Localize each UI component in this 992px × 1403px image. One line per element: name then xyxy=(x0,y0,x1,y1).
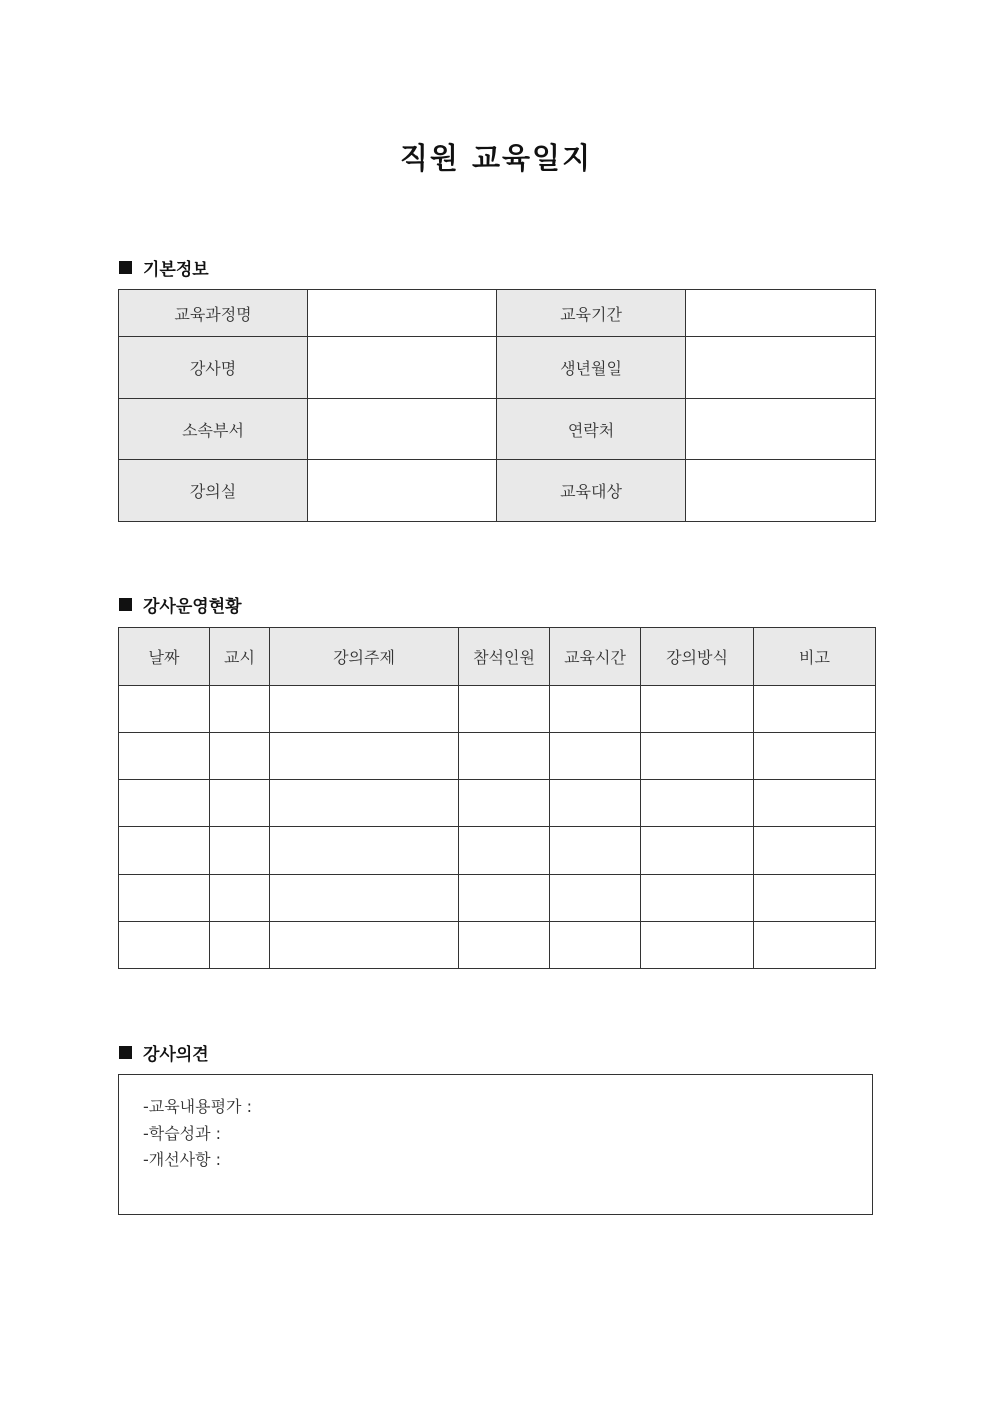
table-cell[interactable] xyxy=(210,922,270,969)
table-row xyxy=(119,922,876,969)
table-row xyxy=(119,337,876,399)
table-cell[interactable] xyxy=(754,733,876,780)
info-label: 강사명 xyxy=(119,337,308,399)
info-value-field[interactable] xyxy=(686,290,876,337)
table-header-row xyxy=(119,628,876,686)
info-value-field[interactable] xyxy=(308,290,497,337)
operations-table xyxy=(118,627,876,969)
opinion-lines xyxy=(143,1094,252,1174)
info-value-field[interactable] xyxy=(686,460,876,522)
opinion-box[interactable] xyxy=(118,1074,873,1215)
table-cell[interactable] xyxy=(119,827,210,875)
table-cell[interactable] xyxy=(641,875,754,922)
table-cell[interactable] xyxy=(641,686,754,733)
info-value-field[interactable] xyxy=(686,337,876,399)
table-cell[interactable] xyxy=(270,686,459,733)
opinion-line-improvement: -개선사항 : xyxy=(143,1150,222,1169)
table-cell[interactable] xyxy=(754,922,876,969)
table-cell[interactable] xyxy=(550,780,641,827)
table-cell[interactable] xyxy=(550,686,641,733)
document-title: 직원 교육일지 xyxy=(399,141,593,175)
info-value-field[interactable] xyxy=(686,399,876,460)
square-bullet-icon xyxy=(119,1046,132,1059)
table-cell[interactable] xyxy=(550,875,641,922)
table-cell[interactable] xyxy=(754,875,876,922)
table-cell[interactable] xyxy=(119,780,210,827)
table-cell[interactable] xyxy=(459,875,550,922)
opinion-heading xyxy=(119,1040,209,1065)
info-label: 강의실 xyxy=(119,460,308,522)
table-row xyxy=(119,399,876,460)
table-cell[interactable] xyxy=(754,686,876,733)
table-row xyxy=(119,827,876,875)
column-header-attendees: 참석인원 xyxy=(459,628,550,686)
column-header-date: 날짜 xyxy=(119,628,210,686)
info-label: 교육기간 xyxy=(497,290,686,337)
table-cell[interactable] xyxy=(119,733,210,780)
table-cell[interactable] xyxy=(754,827,876,875)
info-label: 소속부서 xyxy=(119,399,308,460)
table-cell[interactable] xyxy=(641,733,754,780)
table-cell[interactable] xyxy=(210,827,270,875)
table-cell[interactable] xyxy=(210,733,270,780)
table-row xyxy=(119,733,876,780)
basic-info-heading-label: 기본정보 xyxy=(143,260,209,280)
table-cell[interactable] xyxy=(270,875,459,922)
table-cell[interactable] xyxy=(641,827,754,875)
table-cell[interactable] xyxy=(641,780,754,827)
table-cell[interactable] xyxy=(641,922,754,969)
table-cell[interactable] xyxy=(210,686,270,733)
column-header-topic: 강의주제 xyxy=(270,628,459,686)
info-label: 연락처 xyxy=(497,399,686,460)
square-bullet-icon xyxy=(119,598,132,611)
info-label: 교육과정명 xyxy=(119,290,308,337)
opinion-heading-label: 강사의견 xyxy=(143,1045,209,1065)
table-cell[interactable] xyxy=(459,686,550,733)
table-row xyxy=(119,780,876,827)
info-value-field[interactable] xyxy=(308,399,497,460)
table-cell[interactable] xyxy=(459,780,550,827)
info-label: 교육대상 xyxy=(497,460,686,522)
info-value-field[interactable] xyxy=(308,460,497,522)
table-cell[interactable] xyxy=(754,780,876,827)
table-cell[interactable] xyxy=(270,733,459,780)
table-cell[interactable] xyxy=(550,922,641,969)
operations-heading xyxy=(119,592,242,617)
opinion-line-evaluation: -교육내용평가 : xyxy=(143,1097,252,1116)
info-value-field[interactable] xyxy=(308,337,497,399)
table-row xyxy=(119,875,876,922)
info-label: 생년월일 xyxy=(497,337,686,399)
column-header-duration: 교육시간 xyxy=(550,628,641,686)
table-cell[interactable] xyxy=(270,780,459,827)
column-header-method: 강의방식 xyxy=(641,628,754,686)
square-bullet-icon xyxy=(119,261,132,274)
basic-info-table xyxy=(118,289,876,522)
table-cell[interactable] xyxy=(210,875,270,922)
column-header-period: 교시 xyxy=(210,628,270,686)
table-cell[interactable] xyxy=(119,922,210,969)
basic-info-heading xyxy=(119,255,209,280)
table-cell[interactable] xyxy=(550,827,641,875)
table-cell[interactable] xyxy=(270,827,459,875)
operations-heading-label: 강사운영현황 xyxy=(143,597,242,617)
table-cell[interactable] xyxy=(119,875,210,922)
table-cell[interactable] xyxy=(119,686,210,733)
table-cell[interactable] xyxy=(270,922,459,969)
table-cell[interactable] xyxy=(550,733,641,780)
table-row xyxy=(119,686,876,733)
table-cell[interactable] xyxy=(459,733,550,780)
table-row xyxy=(119,460,876,522)
table-row xyxy=(119,290,876,337)
opinion-line-outcome: -학습성과 : xyxy=(143,1123,222,1143)
column-header-note: 비고 xyxy=(754,628,876,686)
table-cell[interactable] xyxy=(459,922,550,969)
table-cell[interactable] xyxy=(459,827,550,875)
table-cell[interactable] xyxy=(210,780,270,827)
